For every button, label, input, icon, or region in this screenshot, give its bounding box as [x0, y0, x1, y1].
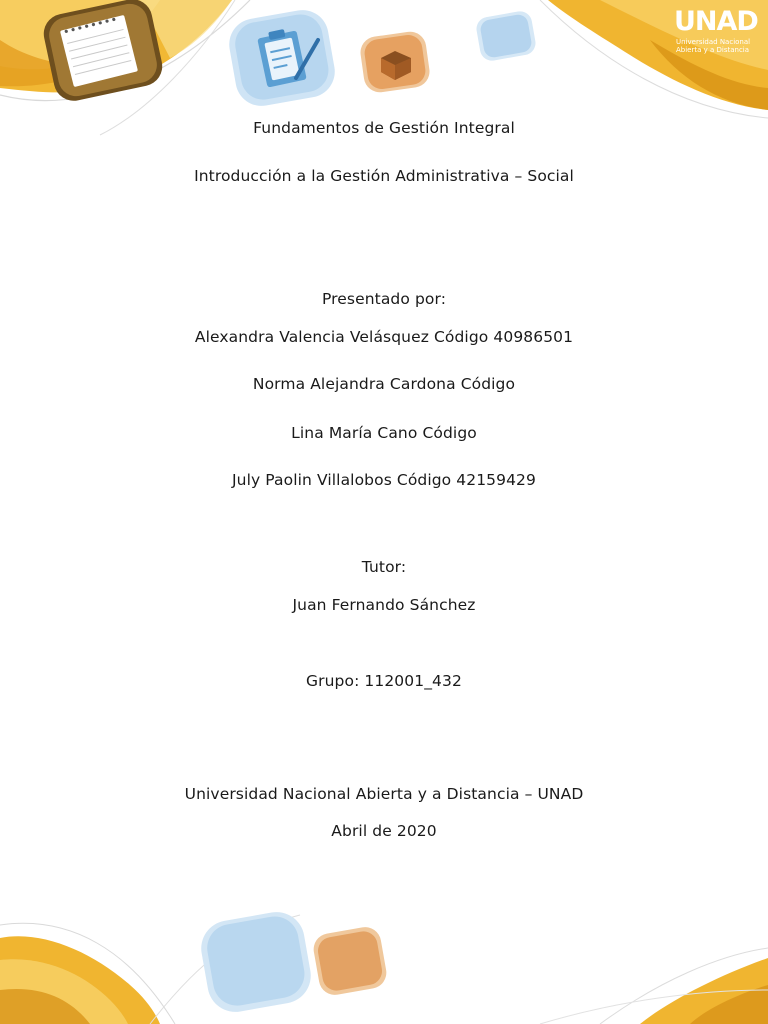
clipboard-icon	[225, 6, 339, 110]
author-line: Lina María Cano Código	[291, 424, 477, 442]
tutor-name: Juan Fernando Sánchez	[292, 596, 476, 614]
bottom-blue-tile	[197, 908, 315, 1017]
logo-line2: Abierta y a Distancia	[676, 46, 750, 54]
tutor-label: Tutor:	[361, 558, 407, 576]
logo-line1: Universidad Nacional	[676, 38, 751, 46]
author-line: July Paolin Villalobos Código 42159429	[232, 471, 536, 489]
date-line: Abril de 2020	[331, 822, 437, 840]
author-line: Norma Alejandra Cardona Código	[252, 375, 516, 393]
logo-mark: UNAD	[674, 6, 758, 37]
blue-tile	[475, 9, 538, 62]
university-name: Universidad Nacional Abierta y a Distancia – UNAD	[184, 785, 584, 803]
course-title: Fundamentos de Gestión Integral	[253, 119, 515, 137]
presented-by-label: Presentado por:	[321, 290, 447, 308]
topic-title: Introducción a la Gestión Administrativa – Social	[194, 167, 574, 185]
group-line: Grupo: 112001_432	[306, 672, 462, 690]
unad-logo	[674, 6, 758, 54]
notepad-icon	[40, 0, 166, 104]
author-line: Alexandra Valencia Velásquez Código 40986501	[194, 328, 574, 346]
book-icon	[358, 30, 431, 95]
bottom-orange-tile	[311, 925, 389, 998]
